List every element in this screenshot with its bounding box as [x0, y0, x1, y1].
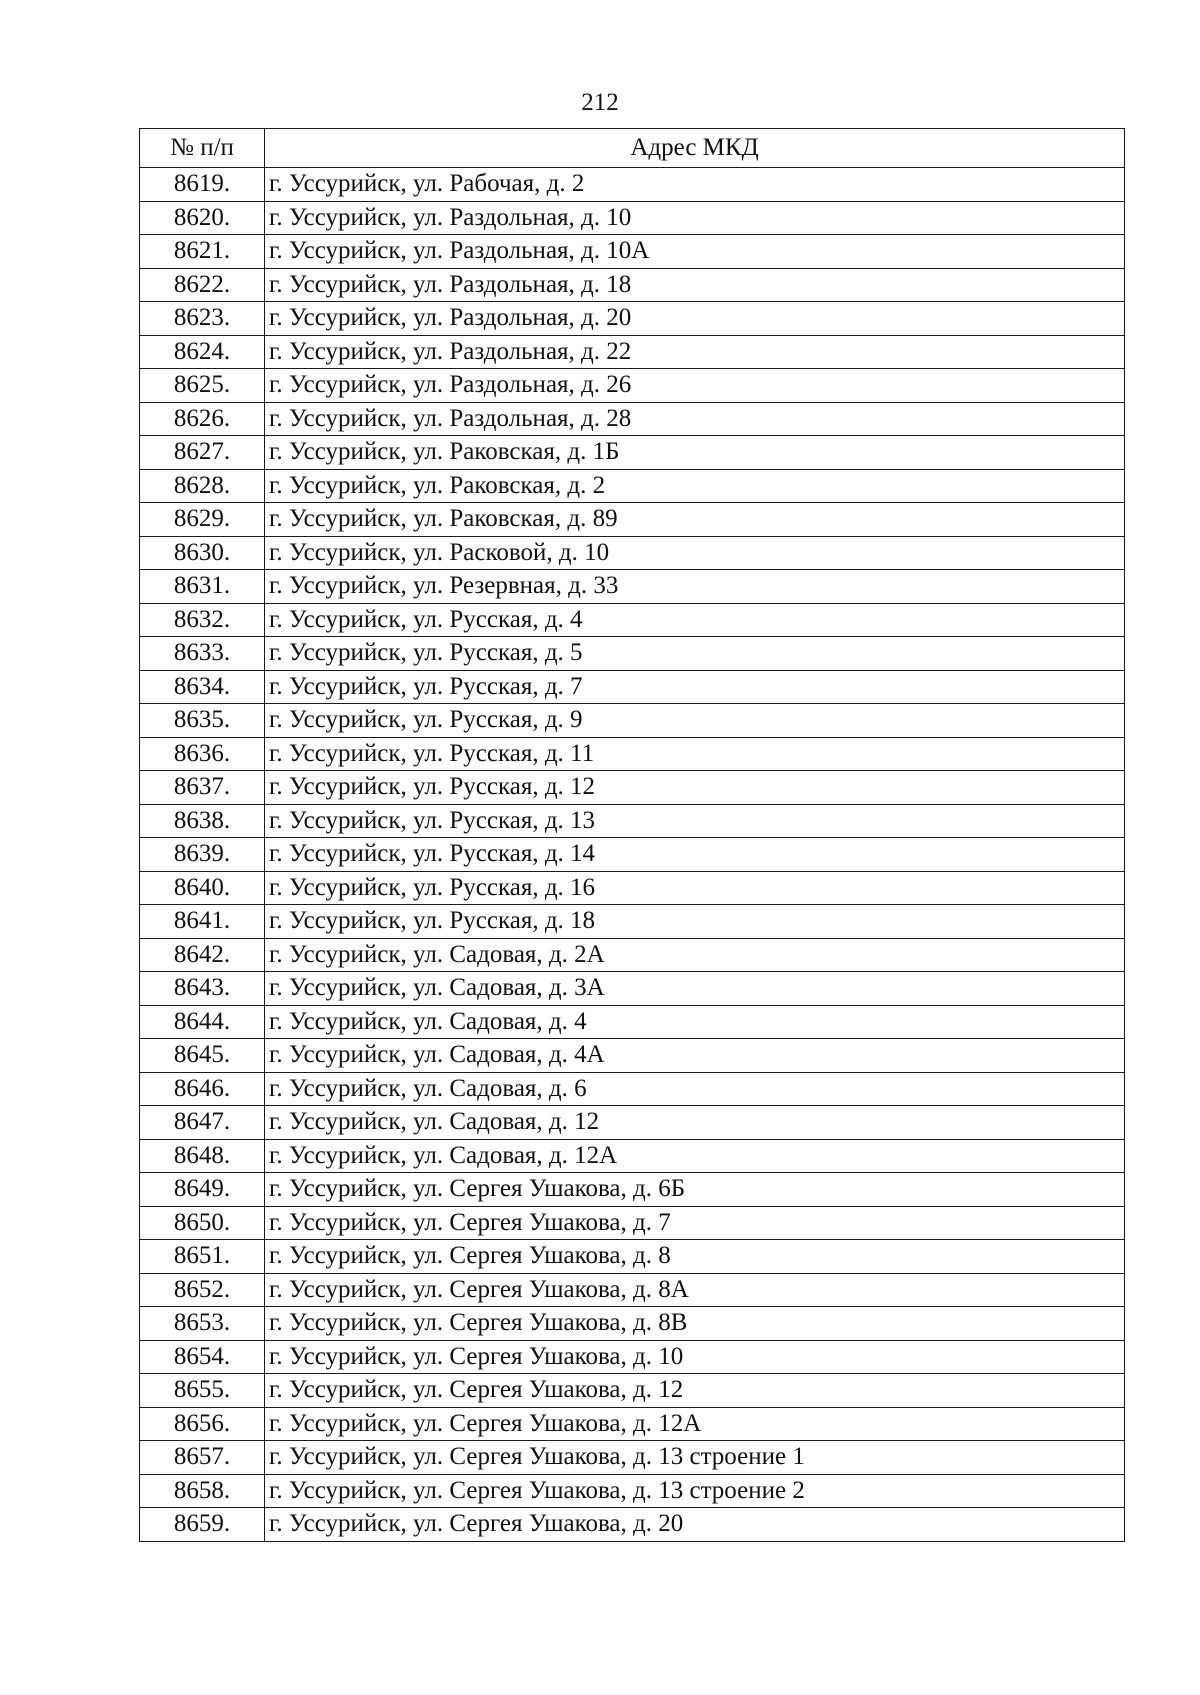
- row-address: г. Уссурийск, ул. Садовая, д. 4: [265, 1005, 1125, 1039]
- row-address: г. Уссурийск, ул. Сергея Ушакова, д. 8: [265, 1240, 1125, 1274]
- table-row: [140, 235, 1125, 269]
- row-number: 8627.: [140, 436, 265, 470]
- row-address: г. Уссурийск, ул. Русская, д. 18: [265, 905, 1125, 939]
- row-number: 8636.: [140, 737, 265, 771]
- header-address: Адрес МКД: [265, 129, 1125, 168]
- mkd-address-table: [139, 128, 1125, 1542]
- table-row: [140, 1106, 1125, 1140]
- row-number: 8651.: [140, 1240, 265, 1274]
- row-number: 8633.: [140, 637, 265, 671]
- table-row: [140, 436, 1125, 470]
- table-row: [140, 1173, 1125, 1207]
- table-row: [140, 670, 1125, 704]
- table-row: [140, 938, 1125, 972]
- table-row: [140, 168, 1125, 202]
- row-number: 8649.: [140, 1173, 265, 1207]
- table-row: [140, 1474, 1125, 1508]
- table-row: [140, 536, 1125, 570]
- row-number: 8646.: [140, 1072, 265, 1106]
- table-row: [140, 1005, 1125, 1039]
- row-number: 8657.: [140, 1441, 265, 1475]
- row-number: 8642.: [140, 938, 265, 972]
- table-row: [140, 1307, 1125, 1341]
- row-number: 8626.: [140, 402, 265, 436]
- row-number: 8658.: [140, 1474, 265, 1508]
- row-address: г. Уссурийск, ул. Раздольная, д. 10А: [265, 235, 1125, 269]
- page-number: 212: [581, 89, 619, 116]
- row-number: 8622.: [140, 268, 265, 302]
- table-row: [140, 1240, 1125, 1274]
- row-address: г. Уссурийск, ул. Раковская, д. 1Б: [265, 436, 1125, 470]
- row-number: 8632.: [140, 603, 265, 637]
- table-header-row: [140, 129, 1125, 168]
- row-number: 8637.: [140, 771, 265, 805]
- row-number: 8629.: [140, 503, 265, 537]
- table-body: [140, 168, 1125, 1542]
- row-number: 8647.: [140, 1106, 265, 1140]
- table-row: [140, 268, 1125, 302]
- row-number: 8645.: [140, 1039, 265, 1073]
- row-address: г. Уссурийск, ул. Сергея Ушакова, д. 7: [265, 1206, 1125, 1240]
- row-address: г. Уссурийск, ул. Сергея Ушакова, д. 8В: [265, 1307, 1125, 1341]
- table-row: [140, 905, 1125, 939]
- row-address: г. Уссурийск, ул. Садовая, д. 12А: [265, 1139, 1125, 1173]
- table-row: [140, 302, 1125, 336]
- table-row: [140, 1072, 1125, 1106]
- row-address: г. Уссурийск, ул. Раздольная, д. 26: [265, 369, 1125, 403]
- row-number: 8656.: [140, 1407, 265, 1441]
- table-row: [140, 503, 1125, 537]
- table-row: [140, 1206, 1125, 1240]
- row-address: г. Уссурийск, ул. Резервная, д. 33: [265, 570, 1125, 604]
- row-number: 8619.: [140, 168, 265, 202]
- row-address: г. Уссурийск, ул. Сергея Ушакова, д. 13 строение 1: [265, 1441, 1125, 1475]
- row-number: 8644.: [140, 1005, 265, 1039]
- table-row: [140, 1374, 1125, 1408]
- row-number: 8625.: [140, 369, 265, 403]
- row-number: 8650.: [140, 1206, 265, 1240]
- row-address: г. Уссурийск, ул. Русская, д. 4: [265, 603, 1125, 637]
- row-number: 8628.: [140, 469, 265, 503]
- row-address: г. Уссурийск, ул. Раздольная, д. 22: [265, 335, 1125, 369]
- row-address: г. Уссурийск, ул. Сергея Ушакова, д. 13 строение 2: [265, 1474, 1125, 1508]
- row-number: 8639.: [140, 838, 265, 872]
- table-row: [140, 469, 1125, 503]
- row-address: г. Уссурийск, ул. Садовая, д. 4А: [265, 1039, 1125, 1073]
- row-number: 8653.: [140, 1307, 265, 1341]
- row-address: г. Уссурийск, ул. Садовая, д. 3А: [265, 972, 1125, 1006]
- table-row: [140, 637, 1125, 671]
- table-row: [140, 1273, 1125, 1307]
- row-number: 8620.: [140, 201, 265, 235]
- table-row: [140, 1441, 1125, 1475]
- row-address: г. Уссурийск, ул. Сергея Ушакова, д. 8А: [265, 1273, 1125, 1307]
- row-number: 8623.: [140, 302, 265, 336]
- row-address: г. Уссурийск, ул. Русская, д. 16: [265, 871, 1125, 905]
- row-address: г. Уссурийск, ул. Раздольная, д. 10: [265, 201, 1125, 235]
- row-address: г. Уссурийск, ул. Русская, д. 14: [265, 838, 1125, 872]
- table-row: [140, 402, 1125, 436]
- row-address: г. Уссурийск, ул. Русская, д. 12: [265, 771, 1125, 805]
- table-row: [140, 570, 1125, 604]
- row-number: 8631.: [140, 570, 265, 604]
- row-address: г. Уссурийск, ул. Сергея Ушакова, д. 10: [265, 1340, 1125, 1374]
- table-row: [140, 771, 1125, 805]
- row-number: 8630.: [140, 536, 265, 570]
- row-address: г. Уссурийск, ул. Рабочая, д. 2: [265, 168, 1125, 202]
- table-row: [140, 369, 1125, 403]
- row-number: 8643.: [140, 972, 265, 1006]
- table-row: [140, 1139, 1125, 1173]
- table-row: [140, 737, 1125, 771]
- row-number: 8654.: [140, 1340, 265, 1374]
- row-address: г. Уссурийск, ул. Расковой, д. 10: [265, 536, 1125, 570]
- row-address: г. Уссурийск, ул. Русская, д. 7: [265, 670, 1125, 704]
- table-row: [140, 1508, 1125, 1542]
- row-number: 8659.: [140, 1508, 265, 1542]
- table-row: [140, 972, 1125, 1006]
- row-number: 8621.: [140, 235, 265, 269]
- row-number: 8635.: [140, 704, 265, 738]
- table-row: [140, 804, 1125, 838]
- table-row: [140, 603, 1125, 637]
- row-number: 8655.: [140, 1374, 265, 1408]
- row-address: г. Уссурийск, ул. Раковская, д. 89: [265, 503, 1125, 537]
- row-address: г. Уссурийск, ул. Сергея Ушакова, д. 12: [265, 1374, 1125, 1408]
- row-address: г. Уссурийск, ул. Русская, д. 5: [265, 637, 1125, 671]
- row-address: г. Уссурийск, ул. Сергея Ушакова, д. 6Б: [265, 1173, 1125, 1207]
- row-number: 8652.: [140, 1273, 265, 1307]
- table-row: [140, 1039, 1125, 1073]
- row-address: г. Уссурийск, ул. Сергея Ушакова, д. 12А: [265, 1407, 1125, 1441]
- header-number: № п/п: [140, 129, 265, 168]
- row-number: 8624.: [140, 335, 265, 369]
- table-row: [140, 335, 1125, 369]
- row-address: г. Уссурийск, ул. Раздольная, д. 18: [265, 268, 1125, 302]
- row-number: 8634.: [140, 670, 265, 704]
- table-row: [140, 1340, 1125, 1374]
- row-address: г. Уссурийск, ул. Русская, д. 13: [265, 804, 1125, 838]
- row-address: г. Уссурийск, ул. Садовая, д. 2А: [265, 938, 1125, 972]
- row-number: 8648.: [140, 1139, 265, 1173]
- row-address: г. Уссурийск, ул. Садовая, д. 12: [265, 1106, 1125, 1140]
- row-address: г. Уссурийск, ул. Русская, д. 11: [265, 737, 1125, 771]
- row-address: г. Уссурийск, ул. Сергея Ушакова, д. 20: [265, 1508, 1125, 1542]
- table-row: [140, 201, 1125, 235]
- table-row: [140, 838, 1125, 872]
- table-row: [140, 871, 1125, 905]
- row-address: г. Уссурийск, ул. Раздольная, д. 20: [265, 302, 1125, 336]
- table-row: [140, 1407, 1125, 1441]
- table-row: [140, 704, 1125, 738]
- row-address: г. Уссурийск, ул. Русская, д. 9: [265, 704, 1125, 738]
- row-address: г. Уссурийск, ул. Садовая, д. 6: [265, 1072, 1125, 1106]
- row-address: г. Уссурийск, ул. Раковская, д. 2: [265, 469, 1125, 503]
- row-number: 8641.: [140, 905, 265, 939]
- row-address: г. Уссурийск, ул. Раздольная, д. 28: [265, 402, 1125, 436]
- row-number: 8638.: [140, 804, 265, 838]
- row-number: 8640.: [140, 871, 265, 905]
